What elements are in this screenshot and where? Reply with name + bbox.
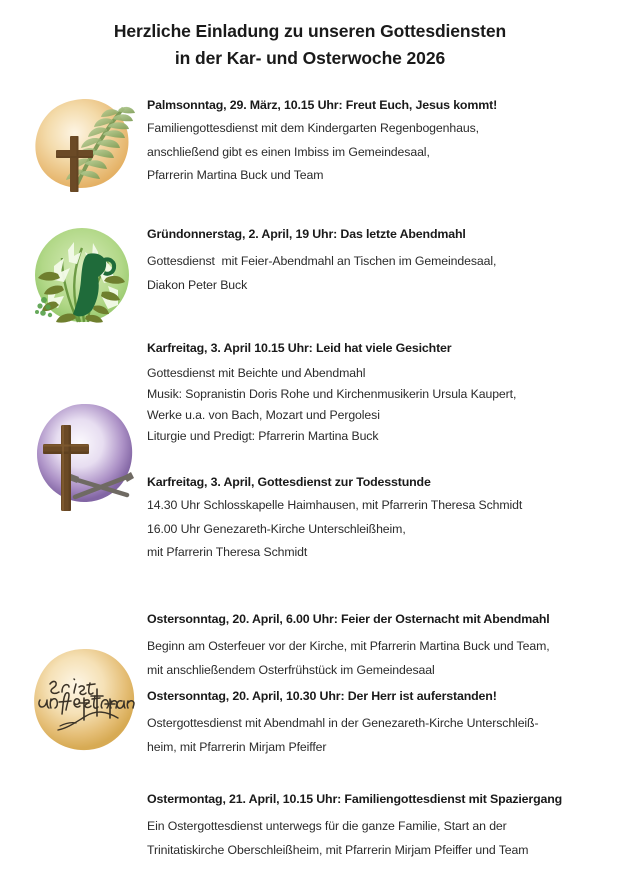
entry-heading: Ostersonntag, 20. April, 10.30 Uhr: Der Herr ist auferstanden!	[147, 689, 497, 703]
entry-line: 14.30 Uhr Schlosskapelle Haimhausen, mit Pfarrerin Theresa Schmidt	[147, 498, 523, 512]
entry-line: Gottesdienst mit Feier-Abendmahl an Tischen im Gemeindesaal,	[147, 254, 497, 268]
entry-line: Musik: Sopranistin Doris Rohe und Kirchenmusikerin Ursula Kaupert,	[147, 387, 517, 401]
page-title	[0, 0, 620, 72]
entry-line: Pfarrerin Martina Buck und Team	[147, 168, 324, 182]
entry-line: Ein Ostergottesdienst unterwegs für die ganze Familie, Start an der	[147, 819, 507, 833]
entry-gruendonnerstag	[147, 226, 595, 297]
entry-heading: Karfreitag, 3. April, Gottesdienst zur Todesstunde	[147, 475, 431, 489]
page-title-line-1: Herzliche Einladung zu unseren Gottesdiensten	[113, 21, 507, 41]
entry-line: 16.00 Uhr Genezareth-Kirche Unterschleißheim,	[147, 521, 406, 536]
entry-heading: Palmsonntag, 29. März, 10.15 Uhr: Freut Euch, Jesus kommt!	[147, 98, 498, 112]
entry-line: Liturgie und Predigt: Pfarrerin Martina Buck	[147, 429, 379, 443]
entry-line: Ostergottesdienst mit Abendmahl in der Genezareth-Kirche Unterschleiß-	[147, 716, 539, 730]
entry-body	[147, 814, 595, 862]
entry-heading: Karfreitag, 3. April 10.15 Uhr: Leid hat viele Gesichter	[147, 341, 452, 355]
entry-body	[147, 634, 595, 682]
palm-branch-cross-illustration	[26, 93, 138, 201]
entry-line: Werke u.a. von Bach, Mozart und Pergolesi	[147, 408, 380, 422]
entry-ostermontag	[147, 791, 595, 862]
entry-karfreitag-todesstunde	[147, 474, 595, 565]
entry-ostersonntag-osternacht	[147, 611, 595, 682]
entry-line: Diakon Peter Buck	[147, 278, 248, 292]
herbs-pitcher-illustration	[28, 222, 136, 328]
entry-ostersonntag-hauptgottesdienst	[147, 688, 595, 759]
entry-karfreitag-hauptgottesdienst	[147, 340, 595, 447]
entry-body	[147, 117, 595, 188]
entry-line: heim, mit Pfarrerin Mirjam Pfeiffer	[147, 740, 327, 754]
entry-line: mit anschließendem Osterfrühstück im Gemeindesaal	[147, 663, 435, 677]
entry-heading: Ostermontag, 21. April, 10.15 Uhr: Familiengottesdienst mit Spaziergang	[147, 792, 563, 806]
entry-body	[147, 494, 595, 565]
entry-line: anschließend gibt es einen Imbiss im Gemeindesaal,	[147, 144, 430, 159]
entry-line: Beginn am Osterfeuer vor der Kirche, mit Pfarrerin Martina Buck und Team,	[147, 639, 550, 653]
page-title-line-2: in der Kar- und Osterwoche 2026	[174, 48, 446, 68]
entry-body	[147, 363, 595, 447]
entry-line: Familiengottesdienst mit dem Kindergarten Regenbogenhaus,	[147, 121, 479, 135]
easter-risen-illustration	[24, 644, 146, 758]
entry-line: Trinitatiskirche Oberschleißheim, mit Pfarrerin Mirjam Pfeiffer und Team	[147, 843, 529, 857]
cross-nails-illustration	[26, 400, 146, 522]
entry-heading: Gründonnerstag, 2. April, 19 Uhr: Das letzte Abendmahl	[147, 227, 466, 241]
entry-line: mit Pfarrerin Theresa Schmidt	[147, 545, 308, 559]
entry-body	[147, 249, 595, 297]
entry-palmsonntag	[147, 97, 595, 188]
entry-line: Gottesdienst mit Beichte und Abendmahl	[147, 366, 366, 380]
entry-heading: Ostersonntag, 20. April, 6.00 Uhr: Feier der Osternacht mit Abendmahl	[147, 612, 550, 626]
entry-body	[147, 711, 595, 759]
